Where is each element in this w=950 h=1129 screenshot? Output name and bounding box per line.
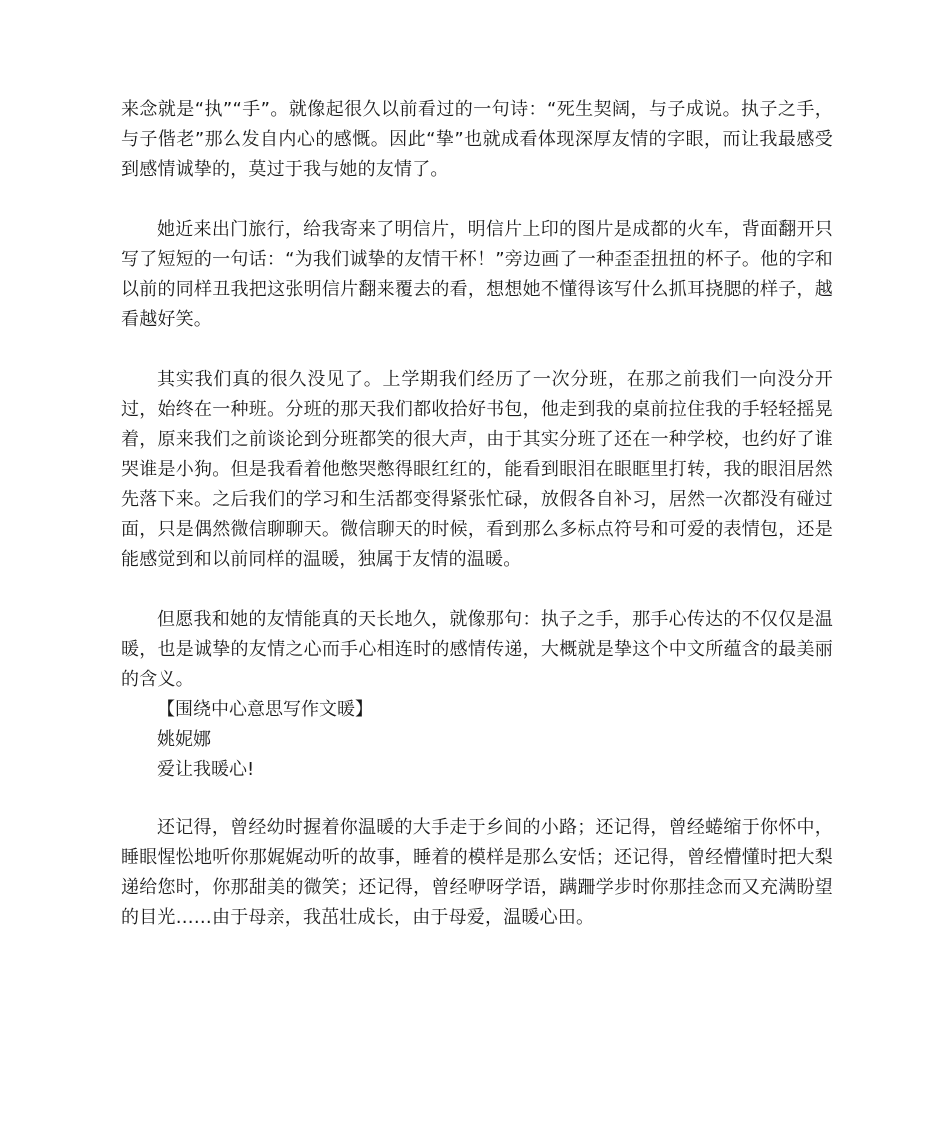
paragraph-2: 她近来出门旅行，给我寄来了明信片，明信片上印的图片是成都的火车，背面翻开只写了短短的一句话：“为我们诚挚的友情干杯！”旁边画了一种歪歪扭扭的杯子。他的字和以前的同样丑我把这张明信片翻来覆去的看，想想她不懂得该写什么抓耳挠腮的样子，越看越好笑。 bbox=[121, 219, 833, 330]
document-page bbox=[121, 95, 833, 933]
paragraph-3: 其实我们真的很久没见了。上学期我们经历了一次分班，在那之前我们一向没分开过，始终在一种班。分班的那天我们都收拾好书包，他走到我的桌前拉住我的手轻轻摇晃着，原来我们之前谈论到分班都笑的很大声，由于其实分班了还在一种学校，也约好了谁哭谁是小狗。但是我看着他憋哭憋得眼红红的，能看到眼泪在眼眶里打转，我的眼泪居然先落下来。之后我们的学习和生活都变得紧张忙碌，放假各自补习，居然一次都没有碰过面，只是偶然微信聊聊天。微信聊天的时候，看到那么多标点符号和可爱的表情包，还是能感觉到和以前同样的温暖，独属于友情的温暖。 bbox=[121, 369, 833, 570]
section-title: 【围绕中心意思写作文暖】 bbox=[157, 699, 373, 720]
paragraph-5: 还记得，曾经幼时握着你温暖的大手走于乡间的小路；还记得，曾经蜷缩于你怀中，睡眼惺忪地听你那娓娓动听的故事，睡着的模样是那么安恬；还记得，曾经懵懂时把大梨递给您时，你那甜美的微笑；还记得，曾经咿呀学语，蹒跚学步时你那挂念而又充满盼望的目光……由于母亲，我茁壮成长，由于母爱，温暖心田。 bbox=[121, 817, 833, 928]
paragraph-1: 来念就是“执”“手”。就像起很久以前看过的一句诗：“死生契阔，与子成说。执子之手，与子偕老”那么发自内心的感慨。因此“挚”也就成看体现深厚友情的字眼，而让我最感受到感情诚挚的，莫过于我与她的友情了。 bbox=[121, 99, 833, 180]
essay-title: 爱让我暖心! bbox=[157, 759, 255, 780]
paragraph-4: 但愿我和她的友情能真的天长地久，就像那句：执子之手，那手心传达的不仅仅是温暖，也是诚挚的友情之心而手心相连时的感情传递，大概就是挚这个中文所蕴含的最美丽的含义。 bbox=[121, 609, 833, 690]
author-name: 姚妮娜 bbox=[157, 729, 211, 750]
